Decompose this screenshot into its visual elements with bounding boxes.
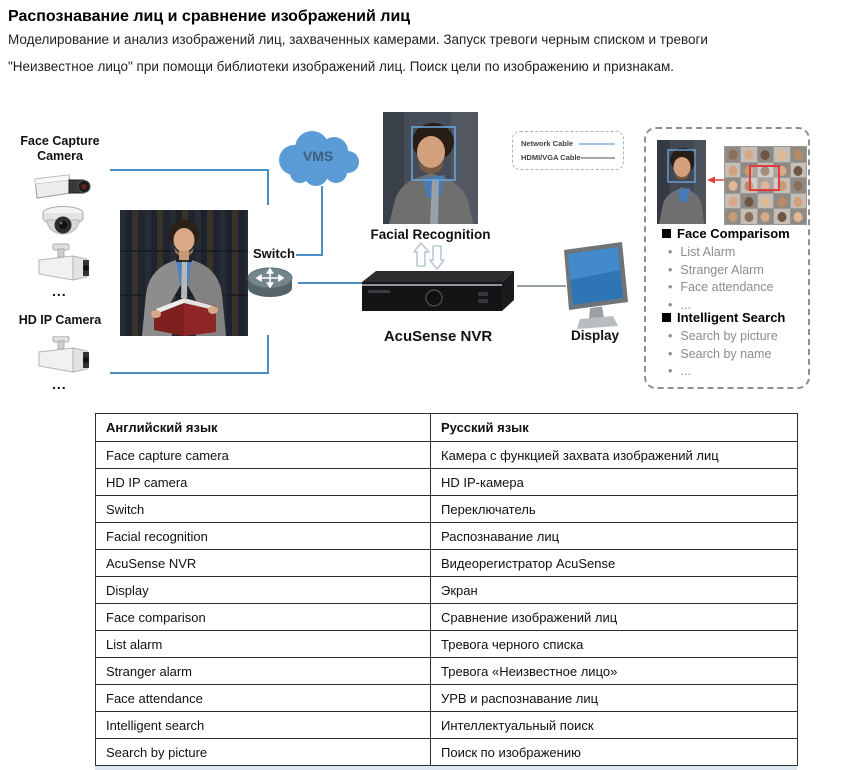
intelligent-search-title: Intelligent Search bbox=[677, 310, 786, 325]
table-cell: Сравнение изображений лиц bbox=[431, 604, 798, 631]
table-row bbox=[96, 604, 798, 631]
face-thumbnail-head bbox=[777, 212, 786, 222]
table-header-english: Английский язык bbox=[96, 414, 431, 442]
face-comparison-list bbox=[668, 244, 774, 314]
table-cell: Интеллектуальный поиск bbox=[431, 712, 798, 739]
intelligent-search-heading bbox=[662, 310, 785, 325]
face-thumbnail-head bbox=[777, 150, 786, 160]
table-cell: Stranger alarm bbox=[96, 658, 431, 685]
nvr-label: AcuSense NVR bbox=[383, 328, 493, 345]
vms-label: VMS bbox=[302, 148, 334, 164]
table-cell: Face attendance bbox=[96, 685, 431, 712]
man-reading-illustration bbox=[120, 210, 248, 336]
feature-list-item: • Stranger Alarm bbox=[668, 262, 774, 280]
face-thumbnail-head bbox=[777, 197, 786, 207]
captured-person-photo bbox=[120, 210, 248, 336]
table-cell: Facial recognition bbox=[96, 523, 431, 550]
face-thumbnail bbox=[741, 194, 756, 209]
table-cell: Тревога черного списка bbox=[431, 631, 798, 658]
face-thumbnail-head bbox=[761, 212, 770, 222]
table-cell: Распознавание лиц bbox=[431, 523, 798, 550]
face-thumbnail-head bbox=[794, 181, 803, 191]
face-thumbnail-head bbox=[745, 197, 754, 207]
face-thumbnail bbox=[758, 209, 773, 224]
facial-recognition-illustration bbox=[383, 112, 478, 224]
face-capture-camera-label-line1: Face Capture bbox=[20, 134, 100, 148]
table-cell: Экран bbox=[431, 577, 798, 604]
table-row bbox=[96, 631, 798, 658]
face-thumbnail-head bbox=[794, 150, 803, 160]
table-cell: List alarm bbox=[96, 631, 431, 658]
face-thumbnail bbox=[758, 147, 773, 162]
face-thumbnail bbox=[758, 194, 773, 209]
face-thumbnail-head bbox=[761, 197, 770, 207]
face-thumbnail-head bbox=[728, 197, 737, 207]
face-thumbnail bbox=[725, 178, 740, 193]
table-cell: Поиск по изображению bbox=[431, 739, 798, 766]
display-label: Display bbox=[570, 328, 620, 343]
face-thumbnail bbox=[725, 194, 740, 209]
face-thumbnail bbox=[774, 194, 789, 209]
table-cell: Face capture camera bbox=[96, 442, 431, 469]
face-thumbnail-head bbox=[728, 166, 737, 176]
face-thumbnail-head bbox=[745, 212, 754, 222]
description-line-2: "Неизвестное лицо" при помощи библиотеки изображений лиц. Поиск цели по изображению и признакам. bbox=[8, 59, 675, 74]
box-camera-icon bbox=[32, 172, 92, 202]
table-cell: HD IP-камера bbox=[431, 469, 798, 496]
table-cell: Display bbox=[96, 577, 431, 604]
camera-ellipsis-2: ... bbox=[52, 376, 67, 392]
table-cell: Face comparison bbox=[96, 604, 431, 631]
feature-list-item: • Search by name bbox=[668, 346, 778, 364]
camera-ellipsis-1: ... bbox=[52, 283, 67, 299]
table-row bbox=[96, 442, 798, 469]
face-thumbnail bbox=[791, 209, 806, 224]
face-capture-camera-label-line2: Camera bbox=[37, 149, 83, 163]
legend-network-row bbox=[521, 139, 615, 148]
face-thumbnail-head bbox=[761, 150, 770, 160]
table-cell: Switch bbox=[96, 496, 431, 523]
face-thumbnail bbox=[774, 209, 789, 224]
description-line-1: Моделирование и анализ изображений лиц, захваченных камерами. Запуск тревоги черным списком и тревоги bbox=[8, 32, 708, 47]
table-cell: Видеорегистратор AcuSense bbox=[431, 550, 798, 577]
face-thumbnail bbox=[791, 194, 806, 209]
table-cell: Камера с функцией захвата изображений лиц bbox=[431, 442, 798, 469]
table-row bbox=[96, 712, 798, 739]
table-row bbox=[96, 739, 798, 766]
face-thumbnail bbox=[791, 163, 806, 178]
legend-hdmi-row bbox=[521, 153, 615, 162]
table-header-russian: Русский язык bbox=[431, 414, 798, 442]
table-header-row bbox=[96, 414, 798, 442]
face-thumbnail-head bbox=[728, 181, 737, 191]
legend-hdmi-label: HDMI/VGA Cable bbox=[521, 153, 581, 162]
display-monitor-icon bbox=[556, 240, 634, 332]
face-thumbnail bbox=[791, 147, 806, 162]
nvr-device-icon bbox=[360, 266, 516, 316]
face-capture-camera-label bbox=[10, 134, 110, 164]
facial-recognition-photo bbox=[383, 112, 478, 224]
face-thumbnail bbox=[725, 209, 740, 224]
square-bullet-icon bbox=[662, 229, 671, 238]
face-thumbnail bbox=[774, 147, 789, 162]
face-thumbnail-head bbox=[728, 212, 737, 222]
table-cell: HD IP camera bbox=[96, 469, 431, 496]
face-thumbnail-head bbox=[794, 212, 803, 222]
switch-icon bbox=[246, 262, 294, 302]
table-row bbox=[96, 469, 798, 496]
table-row bbox=[96, 550, 798, 577]
face-thumbnail-head bbox=[728, 150, 737, 160]
feature-list-item: • Search by picture bbox=[668, 328, 778, 346]
face-thumbnail-head bbox=[794, 197, 803, 207]
table-cell: УРВ и распознавание лиц bbox=[431, 685, 798, 712]
hdmi-vga-cable-line-icon bbox=[581, 157, 615, 159]
facial-recognition-label: Facial Recognition bbox=[370, 227, 491, 242]
table-row bbox=[96, 523, 798, 550]
face-comparison-title: Face Comparisom bbox=[677, 226, 790, 241]
table-cell: AcuSense NVR bbox=[96, 550, 431, 577]
feature-list-item: • Face attendance bbox=[668, 279, 774, 297]
table-cell: Intelligent search bbox=[96, 712, 431, 739]
page-title: Распознавание лиц и сравнение изображений лиц bbox=[8, 8, 411, 25]
panel-face-photo bbox=[657, 140, 706, 224]
face-thumbnail-head bbox=[745, 150, 754, 160]
face-comparison-heading bbox=[662, 226, 790, 241]
bullet-camera-icon bbox=[33, 243, 91, 285]
bullet-camera-icon-2 bbox=[33, 336, 91, 376]
table-row bbox=[96, 496, 798, 523]
face-thumbnail-head bbox=[794, 166, 803, 176]
face-thumbnail bbox=[741, 147, 756, 162]
face-thumbnail bbox=[791, 178, 806, 193]
table-cell: Переключатель bbox=[431, 496, 798, 523]
hd-ip-camera-label: HD IP Camera bbox=[18, 313, 102, 327]
feature-list-item: • ... bbox=[668, 363, 778, 381]
table-cell: Тревога «Неизвестное лицо» bbox=[431, 658, 798, 685]
dome-camera-icon bbox=[40, 205, 86, 241]
feature-list-item: • ... bbox=[668, 297, 774, 315]
face-thumbnail bbox=[725, 163, 740, 178]
face-thumbnail bbox=[741, 209, 756, 224]
table-cell: Search by picture bbox=[96, 739, 431, 766]
table-row bbox=[96, 658, 798, 685]
translation-table bbox=[95, 413, 798, 766]
table-row bbox=[96, 685, 798, 712]
table-row bbox=[96, 577, 798, 604]
switch-label: Switch bbox=[253, 246, 295, 261]
panel-face-illustration bbox=[657, 140, 706, 224]
face-thumbnail bbox=[725, 147, 740, 162]
legend-network-label: Network Cable bbox=[521, 139, 574, 148]
network-cable-line-icon bbox=[579, 143, 615, 145]
matched-face-highlight bbox=[749, 165, 780, 191]
next-table-sliver bbox=[95, 766, 797, 770]
square-bullet-icon bbox=[662, 313, 671, 322]
cable-legend bbox=[512, 131, 624, 170]
intelligent-search-list bbox=[668, 328, 778, 381]
feature-list-item: • List Alarm bbox=[668, 244, 774, 262]
